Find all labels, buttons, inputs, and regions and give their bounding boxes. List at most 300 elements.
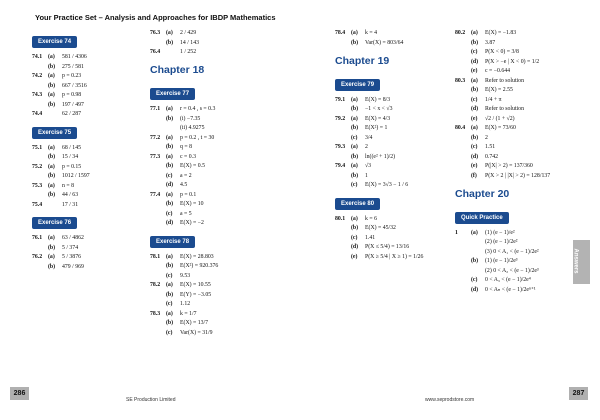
part-label: (a) — [471, 77, 478, 84]
answer-value: k = 4 — [365, 30, 377, 36]
answer-value: 2 / 429 — [180, 30, 197, 36]
answer-row — [335, 30, 455, 37]
part-label: (a) — [166, 153, 173, 160]
answer-list — [150, 30, 330, 56]
part-label: (b) — [351, 125, 359, 131]
answer-row — [32, 202, 144, 209]
part-label: (c) — [166, 301, 173, 307]
chapter-heading: Chapter 19 — [335, 54, 390, 67]
part-label: (b) — [166, 291, 174, 298]
answer-row — [455, 163, 567, 170]
part-label: (e) — [471, 115, 478, 122]
question-number: 78.3 — [150, 310, 161, 317]
part-label: (b) — [48, 173, 56, 179]
exercise-banner: Exercise 78 — [150, 236, 195, 248]
answer-row — [335, 244, 455, 251]
answer-value: (1) (e − 1)/e² — [485, 229, 515, 236]
answer-row — [455, 135, 567, 142]
question-number — [335, 125, 351, 132]
question-number — [150, 173, 166, 180]
answer-row — [150, 282, 330, 289]
part-label: (b) — [48, 63, 56, 70]
answers-side-tab — [573, 240, 590, 284]
answer-row — [150, 301, 330, 308]
part-label: (b) — [48, 263, 56, 270]
part-label — [166, 49, 180, 56]
question-number — [32, 264, 48, 271]
question-number — [32, 102, 48, 109]
answer-row — [455, 258, 567, 265]
answer-value: Var(X) = 31/9 — [180, 329, 213, 336]
question-number — [150, 163, 166, 170]
answer-list — [150, 254, 330, 337]
question-number — [150, 292, 166, 299]
answer-value: E(X) = 45/32 — [365, 225, 396, 231]
answer-value: E(X) = 3√3 − 1 / 6 — [365, 182, 409, 188]
part-label: (b) — [351, 106, 359, 112]
part-label: (c) — [471, 96, 478, 103]
question-number — [32, 192, 48, 199]
answer-value: E(X) = 8/3 — [365, 96, 391, 103]
part-label: (b) — [351, 225, 359, 231]
answer-value: k = 1/7 — [180, 310, 197, 317]
part-label: (d) — [471, 106, 479, 112]
exercise-banner: Exercise 77 — [150, 88, 195, 100]
answer-list — [335, 97, 455, 190]
answer-row — [150, 311, 330, 318]
answer-row — [32, 145, 144, 152]
exercise-banner: Exercise 80 — [335, 198, 380, 210]
question-number — [335, 106, 351, 113]
answer-value: 197 / 497 — [62, 101, 84, 108]
question-number: 76.2 — [32, 254, 43, 260]
part-label: (e) — [351, 253, 358, 260]
question-number — [150, 201, 166, 208]
answer-row — [150, 106, 330, 113]
question-number: 74.3 — [32, 92, 43, 98]
question-number — [335, 135, 351, 142]
answer-row — [150, 49, 330, 56]
answer-value: E(X) = 2.55 — [485, 87, 513, 93]
answer-row — [150, 30, 330, 37]
part-label: (b) — [166, 320, 174, 326]
answer-row — [455, 106, 567, 113]
answer-value: 3/4 — [365, 134, 373, 141]
answer-list — [455, 30, 567, 180]
answer-list — [455, 230, 567, 294]
question-number — [455, 154, 471, 161]
question-number: 74.1 — [32, 54, 43, 60]
answer-row — [150, 192, 330, 199]
part-label: (c) — [471, 144, 478, 150]
answer-row — [455, 154, 567, 161]
answer-value: 44 / 63 — [62, 192, 79, 198]
answer-value: c = 0.3 — [180, 153, 196, 160]
question-number — [455, 287, 471, 294]
answer-value: E(X) = 10.55 — [180, 282, 211, 288]
answer-row — [455, 287, 567, 294]
answer-value: P(X < 0) = 3/8 — [485, 49, 519, 55]
answer-row — [335, 40, 455, 47]
footer-publisher: SE Production Limited — [126, 397, 176, 403]
question-number — [32, 64, 48, 71]
part-label: (a) — [471, 229, 478, 236]
answer-row — [150, 254, 330, 261]
question-number — [32, 154, 48, 161]
answer-value: 14 / 143 — [180, 39, 200, 46]
answer-row — [455, 239, 567, 246]
answer-row — [455, 116, 567, 123]
answer-row — [32, 192, 144, 199]
answer-row — [32, 83, 144, 90]
question-number: 80.1 — [335, 215, 346, 222]
answer-row — [455, 49, 567, 56]
question-number: 79.1 — [335, 96, 346, 103]
question-number — [455, 239, 471, 246]
question-number: 77.2 — [150, 134, 161, 141]
answer-row — [335, 144, 455, 151]
question-number: 77.3 — [150, 153, 161, 160]
answer-row — [150, 201, 330, 208]
answer-value: 479 / 969 — [62, 263, 84, 270]
answer-row — [335, 225, 455, 232]
question-number — [335, 40, 351, 47]
answer-value: ln((e² + 1)/2) — [365, 153, 396, 160]
question-number: 77.1 — [150, 106, 161, 112]
answer-value: 3.87 — [485, 39, 496, 46]
answer-value: k = 6 — [365, 215, 377, 222]
part-label: (c) — [351, 234, 358, 241]
question-number — [335, 254, 351, 261]
question-number — [335, 225, 351, 232]
answer-value: 62 / 287 — [62, 111, 82, 117]
question-number — [455, 135, 471, 142]
answer-value: 15 / 34 — [62, 154, 79, 160]
question-number — [335, 182, 351, 189]
answer-value: E(X) = 13/7 — [180, 320, 209, 326]
question-number — [335, 244, 351, 251]
part-label: (a) — [166, 106, 173, 112]
answer-row — [455, 125, 567, 132]
answer-row — [150, 144, 330, 151]
part-label: (a) — [48, 254, 55, 260]
answer-list — [335, 216, 455, 261]
answer-value: 1.12 — [180, 301, 191, 307]
answer-value: 667 / 3516 — [62, 82, 87, 89]
answer-value: 2 — [365, 144, 368, 150]
answers-column-1 — [32, 30, 144, 273]
answer-row — [455, 97, 567, 104]
question-number — [150, 40, 166, 47]
question-number — [32, 245, 48, 252]
answer-value: P(X ≤ 5/4) = 13/16 — [365, 244, 410, 250]
answer-value: 2 — [485, 134, 488, 141]
answer-value: p = 0.98 — [62, 92, 82, 98]
question-number — [455, 258, 471, 265]
answer-value: E(X²) = 920.376 — [180, 263, 219, 269]
answer-value: c = −0.644 — [485, 68, 511, 74]
question-number — [150, 116, 166, 123]
page-header: Your Practice Set – Analysis and Approaches for IBDP Mathematics — [35, 13, 276, 22]
answer-value: (1) (e − 1)/2e³ — [485, 258, 518, 264]
answer-row — [335, 216, 455, 223]
answer-row — [32, 235, 144, 242]
part-label: (c) — [166, 272, 173, 279]
part-label: (d) — [471, 58, 479, 65]
answer-row — [335, 163, 455, 170]
question-number — [455, 97, 471, 104]
question-number: 76.4 — [150, 49, 161, 55]
answer-row — [32, 245, 144, 252]
answer-row — [335, 135, 455, 142]
answer-row — [150, 330, 330, 337]
part-label: (b) — [471, 39, 479, 46]
answer-value: 0 < Aₙ < (e − 1)/2eⁿ⁺¹ — [485, 286, 536, 293]
question-number: 79.2 — [335, 115, 346, 122]
part-label: (a) — [48, 182, 55, 189]
answer-row — [150, 220, 330, 227]
part-label: (a) — [166, 191, 173, 198]
part-label: (a) — [48, 144, 55, 151]
question-number — [150, 125, 166, 132]
answer-value: 9.53 — [180, 272, 191, 279]
question-number — [455, 40, 471, 47]
answer-value: 5 / 374 — [62, 244, 79, 251]
answer-list — [32, 145, 144, 209]
part-label: (b) — [351, 153, 359, 160]
part-label: (a) — [471, 125, 478, 131]
answer-row — [455, 249, 567, 256]
part-label: (b) — [166, 39, 174, 46]
answer-value: q = 8 — [180, 144, 192, 150]
question-number: 76.1 — [32, 235, 43, 241]
question-number: 78.1 — [150, 253, 161, 260]
answer-value: Var(X) = 803/64 — [365, 39, 404, 46]
part-label: (b) — [48, 101, 56, 108]
answer-row — [455, 230, 567, 237]
answer-value: E(Y) = −3.05 — [180, 291, 212, 298]
answer-row — [455, 68, 567, 75]
part-label: (d) — [351, 244, 359, 250]
answer-row — [335, 106, 455, 113]
answer-row — [32, 54, 144, 61]
part-label: (b) — [166, 163, 174, 169]
page-number-right: 287 — [569, 387, 588, 400]
part-label: (a) — [471, 30, 478, 36]
question-number — [150, 220, 166, 227]
answer-value: 275 / 581 — [62, 63, 84, 70]
answer-value: (2) (e − 1)/2e² — [485, 239, 518, 245]
question-number: 79.3 — [335, 144, 346, 150]
answer-row — [150, 273, 330, 280]
answer-value: 1012 / 1597 — [62, 173, 90, 179]
question-number: 74.4 — [32, 111, 43, 117]
part-label: (a) — [166, 282, 173, 288]
answer-value: E(X) = 0.5 — [180, 163, 206, 169]
question-number — [150, 320, 166, 327]
question-number — [32, 83, 48, 90]
answer-row — [335, 125, 455, 132]
question-number: 75.2 — [32, 163, 43, 170]
answer-row — [335, 154, 455, 161]
question-number — [150, 144, 166, 151]
answer-value: 1.51 — [485, 144, 496, 150]
part-label: (a) — [351, 96, 358, 103]
answer-value: a = 2 — [180, 172, 192, 179]
answer-row — [455, 30, 567, 37]
answer-row — [150, 125, 330, 132]
part-label — [471, 239, 485, 246]
answer-value: 1 / 252 — [180, 49, 197, 55]
question-number: 80.2 — [455, 30, 466, 36]
answer-value: E(X) = −1.83 — [485, 30, 517, 36]
part-label: (c) — [471, 277, 478, 283]
part-label: (a) — [351, 115, 358, 122]
answer-value: E(X) = −2 — [180, 220, 204, 226]
answer-row — [335, 235, 455, 242]
answer-value: p = 0.2 , t = 30 — [180, 134, 215, 141]
question-number: 74.2 — [32, 73, 43, 79]
answer-value: 63 / 4862 — [62, 235, 84, 241]
answer-value: p = 0.1 — [180, 191, 197, 198]
question-number — [455, 268, 471, 275]
answer-row — [335, 254, 455, 261]
answer-value: (2) 0 < A₂ < (e − 1)/2e³ — [485, 267, 539, 274]
part-label: (b) — [471, 258, 479, 264]
answer-row — [455, 144, 567, 151]
answer-value: (i) −7.35 — [180, 115, 201, 122]
answer-value: −1 < x < √3 — [365, 106, 393, 112]
question-number — [455, 249, 471, 256]
part-label: (a) — [351, 163, 358, 169]
question-number — [150, 301, 166, 308]
answer-row — [32, 64, 144, 71]
answer-row — [335, 116, 455, 123]
part-label: (c) — [166, 329, 173, 336]
answer-row — [32, 111, 144, 118]
answer-row — [32, 102, 144, 109]
answer-list — [150, 106, 330, 227]
part-label: (d) — [166, 182, 174, 188]
answer-list — [32, 54, 144, 118]
part-label: (e) — [471, 68, 478, 74]
answer-value: E(X) = 73/60 — [485, 125, 516, 131]
part-label: (b) — [48, 82, 56, 89]
answer-value: P(X > 2 | |X| > 2) = 128/137 — [485, 172, 551, 179]
question-number: 80.4 — [455, 125, 466, 131]
answer-row — [335, 97, 455, 104]
answer-row — [32, 154, 144, 161]
question-number — [455, 116, 471, 123]
question-number — [455, 277, 471, 284]
part-label: (b) — [471, 134, 479, 141]
answer-row — [150, 173, 330, 180]
answer-row — [455, 277, 567, 284]
question-number — [455, 59, 471, 66]
question-number: 79.4 — [335, 163, 346, 169]
part-label: (b) — [166, 263, 174, 269]
answer-value: 68 / 145 — [62, 144, 82, 151]
answer-value: (3) 0 < A₁ < (e − 1)/2e² — [485, 248, 539, 255]
answer-row — [32, 173, 144, 180]
answers-column-4 — [455, 30, 567, 296]
answer-row — [150, 154, 330, 161]
answer-row — [335, 182, 455, 189]
question-number — [335, 154, 351, 161]
question-number — [335, 173, 351, 180]
answer-value: E(X) = 4/3 — [365, 115, 391, 122]
exercise-banner: Exercise 74 — [32, 36, 77, 48]
part-label: (c) — [471, 49, 478, 55]
answer-row — [150, 40, 330, 47]
part-label: (b) — [166, 144, 174, 150]
answer-value: 4.5 — [180, 182, 188, 188]
answer-value: 1/4 + π — [485, 96, 502, 103]
part-label — [166, 125, 180, 132]
part-label — [48, 111, 62, 118]
answer-value: a = 5 — [180, 210, 192, 217]
question-number — [150, 182, 166, 189]
answer-row — [150, 135, 330, 142]
question-number — [455, 49, 471, 56]
question-number — [455, 173, 471, 180]
answer-value: √3 — [365, 163, 372, 169]
part-label: (a) — [166, 30, 173, 36]
side-tab-label: Answers — [572, 248, 579, 274]
chapter-heading: Chapter 20 — [455, 187, 510, 200]
answer-value: √2 / (1 + √2) — [485, 115, 515, 122]
part-label: (b) — [48, 192, 56, 198]
part-label: (e) — [471, 163, 478, 169]
answer-row — [150, 263, 330, 270]
exercise-banner: Exercise 76 — [32, 217, 77, 229]
answer-value: E(X) = 10 — [180, 201, 204, 207]
part-label: (a) — [48, 54, 55, 60]
answer-value: 581 / 4306 — [62, 54, 87, 60]
answer-value: E(X) = 28.803 — [180, 253, 214, 260]
answers-column-2 — [150, 30, 330, 339]
question-number: 77.4 — [150, 191, 161, 198]
part-label: (a) — [48, 163, 55, 170]
answer-row — [150, 211, 330, 218]
part-label: (b) — [48, 244, 56, 251]
answer-list — [335, 30, 455, 47]
footer-website: www.seprodstore.com — [425, 397, 475, 403]
part-label: (a) — [48, 73, 55, 79]
part-label: (a) — [351, 215, 358, 222]
question-number: 75.4 — [32, 201, 43, 208]
answer-value: 5 / 3876 — [62, 254, 82, 260]
part-label: (d) — [471, 153, 479, 160]
question-number — [455, 68, 471, 75]
answer-row — [32, 264, 144, 271]
part-label: (a) — [48, 235, 55, 241]
answers-column-3 — [335, 30, 455, 263]
part-label: (c) — [166, 172, 173, 179]
part-label: (b) — [48, 154, 56, 160]
question-number — [150, 211, 166, 218]
answer-row — [455, 40, 567, 47]
part-label: (a) — [166, 253, 173, 260]
question-number: 75.1 — [32, 144, 43, 151]
question-number — [455, 106, 471, 113]
part-label: (a) — [166, 134, 173, 141]
answer-value: 1.41 — [365, 234, 376, 241]
question-number — [455, 144, 471, 151]
question-number — [150, 263, 166, 270]
part-label: (d) — [166, 220, 174, 226]
part-label: (b) — [351, 172, 359, 179]
